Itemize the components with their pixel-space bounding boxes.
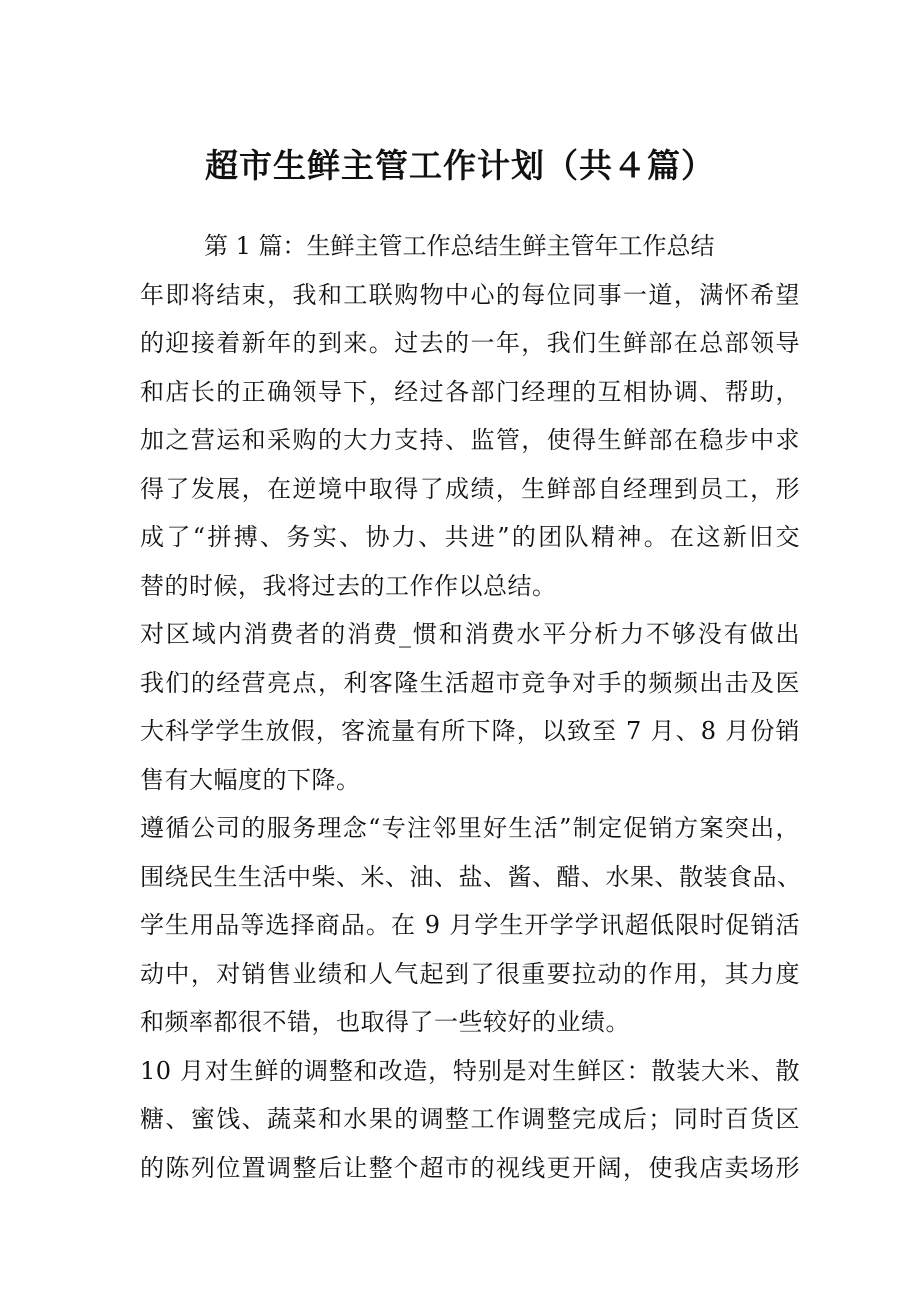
document-title: 超市生鲜主管工作计划（共４篇） [205, 146, 715, 185]
text-line: 售有大幅度的下降。 [140, 765, 361, 794]
text-line: 加之营运和采购的大力支持、监管，使得生鲜部在稳步中求 [140, 426, 800, 454]
text-line: 对区域内消费者的消费_惯和消费水平分析力不够没有做出 [140, 620, 800, 648]
document-body [140, 222, 800, 1192]
text-line: 大科学学生放假，客流量有所下降，以致至 7 月、8 月份销 [140, 717, 800, 745]
text-line: 替的时候，我将过去的工作作以总结。 [140, 571, 557, 600]
text-line: 得了发展，在逆境中取得了成绩，生鲜部自经理到员工，形 [140, 474, 800, 503]
text-line: 糖、蜜饯、蔬菜和水果的调整工作调整完成后；同时百货区 [140, 1105, 800, 1133]
paragraph-2 [140, 610, 800, 804]
text-line: 成了“拼搏、务实、协力、共进”的团队精神。在这新旧交 [140, 523, 800, 551]
text-line: 和店长的正确领导下，经过各部门经理的互相协调、帮助， [140, 377, 800, 406]
text-line: 学生用品等选择商品。在 9 月学生开学学讯超低限时促销活 [140, 911, 800, 939]
text-line: 遵循公司的服务理念“专注邻里好生活”制定促销方案突出， [140, 814, 800, 842]
text-line: 的迎接着新年的到来。过去的一年，我们生鲜部在总部领导 [140, 329, 800, 357]
text-line: 年即将结束，我和工联购物中心的每位同事一道，满怀希望 [140, 280, 800, 309]
section-heading: 第 1 篇：生鲜主管工作总结生鲜主管年工作总结 [204, 232, 715, 260]
text-line: 10 月对生鲜的调整和改造，特别是对生鲜区：散装大米、散 [140, 1056, 800, 1085]
text-line: 的陈列位置调整后让整个超市的视线更开阔，使我店卖场形 [140, 1153, 800, 1182]
text-line: 和频率都很不错，也取得了一些较好的业绩。 [140, 1008, 630, 1036]
text-line: 动中，对销售业绩和人气起到了很重要拉动的作用，其力度 [140, 959, 800, 988]
paragraph-4 [140, 1047, 800, 1193]
text-line: 围绕民生生活中柴、米、油、盐、酱、醋、水果、散装食品、 [140, 862, 802, 891]
paragraph-1 [140, 271, 800, 611]
paragraph-3 [140, 804, 800, 1047]
text-line: 我们的经营亮点，利客隆生活超市竞争对手的频频出击及医 [140, 668, 800, 697]
